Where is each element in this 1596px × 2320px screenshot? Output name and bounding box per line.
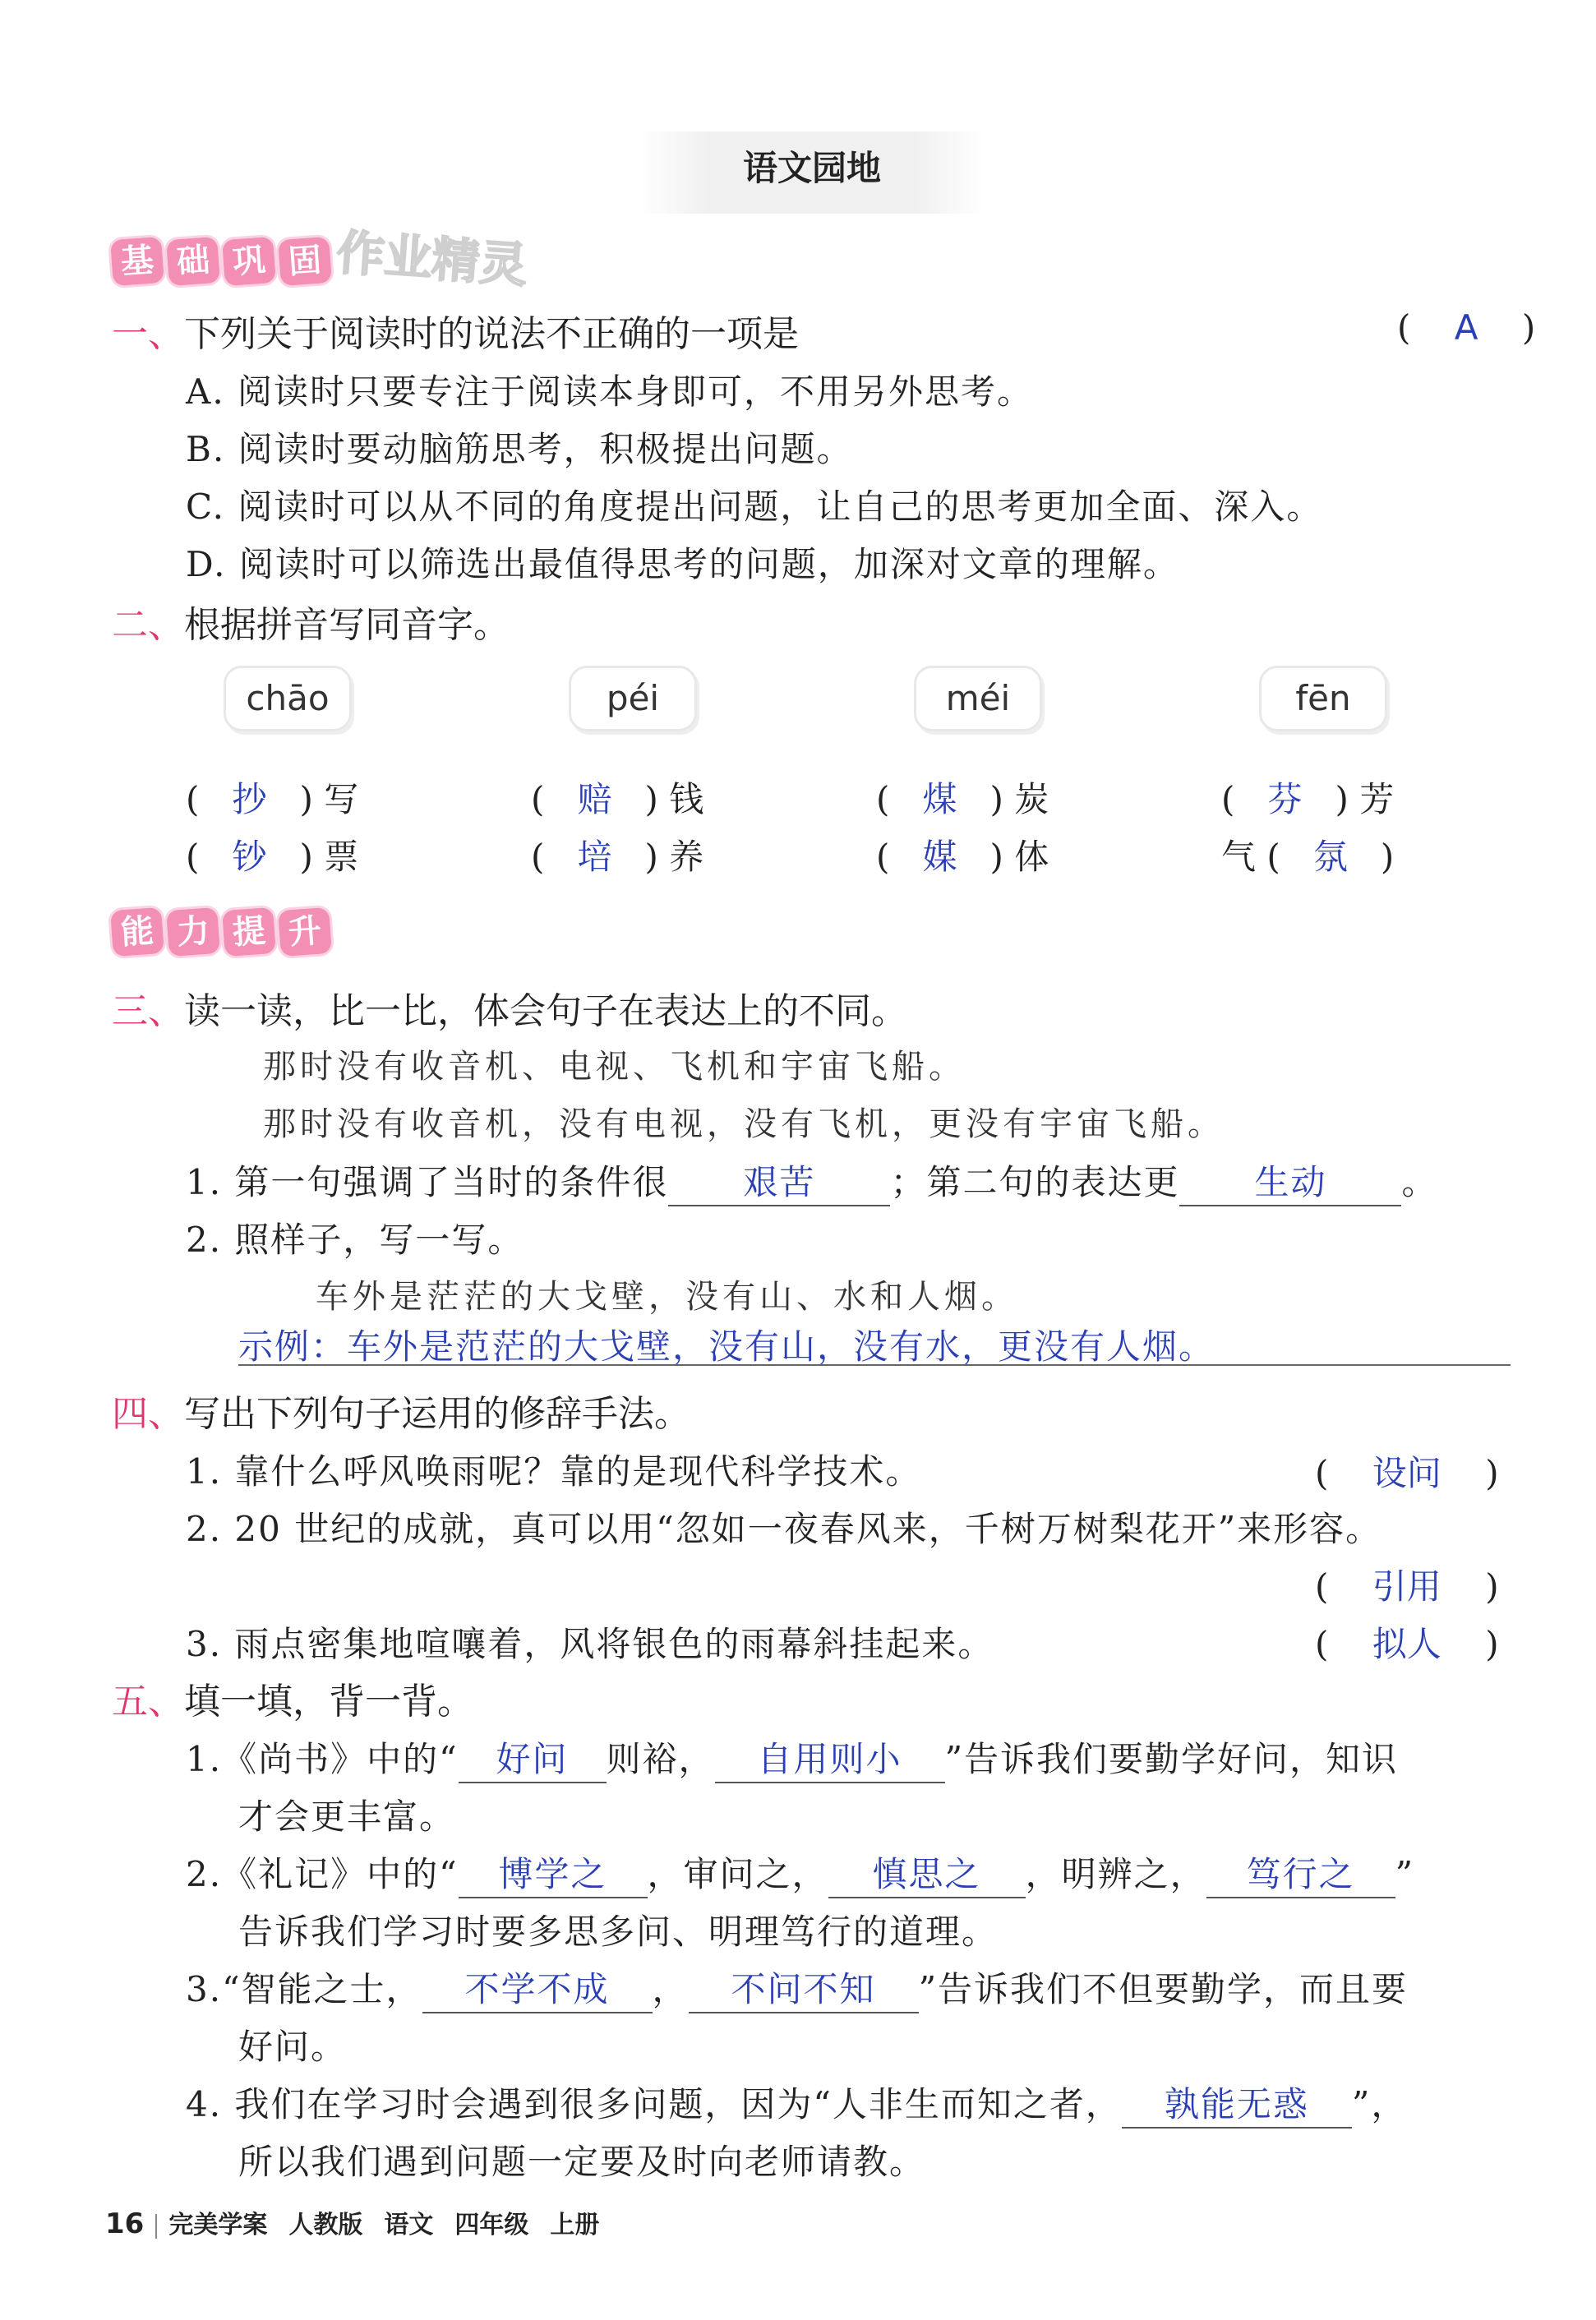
page-number: 16: [105, 2207, 145, 2240]
item-text: 则裕，: [606, 1739, 715, 1779]
question-2-heading: [112, 595, 510, 648]
question-text: 填一填，背一背。: [184, 1681, 473, 1723]
question-1-heading: [112, 304, 799, 357]
question-number: 四、: [112, 1393, 184, 1435]
homophone-suffix: 养: [669, 837, 704, 877]
item-text: ，审问之，: [647, 1854, 828, 1894]
question-5-item-1: [186, 1732, 1398, 1783]
blank-answer: 好问: [496, 1739, 569, 1779]
question-1-answer-box: ( A ): [1397, 307, 1536, 348]
question-3-item-1: [186, 1155, 1437, 1206]
question-3-heading: [112, 981, 907, 1034]
item-text: 3.“智能之士，: [186, 1969, 422, 2009]
homophone-suffix: 炭: [1014, 779, 1049, 819]
homophone-answer: 钞: [232, 837, 267, 877]
homophone-answer: 赔: [577, 779, 612, 819]
section-tag-char: 提: [222, 907, 276, 957]
fill-blank: [459, 1847, 648, 1898]
item-text: 1.《尚书》中的“: [186, 1739, 459, 1779]
pinyin-box: méi: [914, 666, 1042, 731]
item-text: ，明辨之，: [1025, 1854, 1206, 1894]
homophone-fill: ( 煤 ) 炭: [876, 779, 1049, 819]
watermark-logo: 作业精灵: [334, 224, 529, 293]
homophone-answer: 培: [577, 837, 612, 877]
question-4-item-2: 2. 20 世纪的成就，真可以用“忽如一夜春风来，千树万树梨花开”来形容。: [186, 1509, 1382, 1549]
homophone-suffix: 票: [324, 837, 359, 877]
sentence-1: 那时没有收音机、电视、飞机和宇宙飞船。: [263, 1048, 966, 1086]
rhetoric-answer-box: ( 拟人 ): [1315, 1624, 1499, 1664]
question-3-item-2: 2. 照样子，写一写。: [186, 1220, 524, 1260]
item-text: 。: [1401, 1162, 1438, 1202]
sentence-2: 那时没有收音机，没有电视，没有飞机，更没有宇宙飞船。: [263, 1105, 1225, 1143]
section-tag-char: 升: [278, 907, 332, 957]
rhetoric-answer: 引用: [1372, 1566, 1441, 1607]
blank-answer: 不问不知: [731, 1969, 876, 2009]
question-5-item-3: [186, 1963, 1408, 2013]
fill-blank: [689, 1963, 919, 2013]
pinyin-box: péi: [569, 666, 697, 731]
item-text: ”: [1395, 1854, 1415, 1894]
page-title: 语文园地: [742, 148, 881, 188]
homophone-fill: ( 培 ) 养: [531, 837, 704, 877]
edition: 人教版: [288, 2211, 363, 2239]
homophone-answer: 芬: [1267, 779, 1303, 819]
rhetoric-answer-box: ( 引用 ): [1315, 1566, 1499, 1607]
question-5-item-3-cont: 好问。: [238, 2027, 348, 2067]
fill-blank: [1206, 1847, 1395, 1898]
question-5-item-4: [186, 2078, 1407, 2129]
question-number: 五、: [112, 1681, 184, 1723]
option-b: B. 阅读时要动脑筋思考，积极提出问题。: [186, 429, 853, 469]
example-sentence: 车外是茫茫的大戈壁，没有山、水和人烟。: [316, 1278, 1018, 1316]
question-number: 二、: [112, 604, 184, 646]
item-text: 1. 第一句强调了当时的条件很: [186, 1162, 669, 1202]
question-5-item-2-cont: 告诉我们学习时要多思多问、明理笃行的道理。: [238, 1912, 999, 1952]
blank-answer: 自用则小: [757, 1739, 902, 1779]
homophone-prefix: 气: [1221, 837, 1257, 877]
option-d: D. 阅读时可以筛选出最值得思考的问题，加深对文章的理解。: [186, 544, 1179, 584]
section-tag-basic: [112, 238, 330, 284]
question-4-heading: [112, 1384, 690, 1437]
fill-blank: [828, 1847, 1026, 1898]
homophone-fill: ( 赔 ) 钱: [531, 779, 704, 819]
fill-blank: [422, 1963, 653, 2013]
blank-answer: 不学不成: [464, 1969, 610, 2009]
section-tag-advance: [112, 909, 330, 955]
fill-blank: [715, 1732, 945, 1783]
item-text: ”，: [1351, 2084, 1408, 2124]
item-text: ；第二句的表达更: [890, 1162, 1180, 1202]
homophone-answer: 媒: [922, 837, 957, 877]
item-text: ”告诉我们要勤学好问，知识: [944, 1739, 1399, 1779]
fill-blank: [1122, 2078, 1352, 2129]
blank-answer: 博学之: [498, 1854, 607, 1894]
homophone-suffix: 写: [324, 779, 359, 819]
homophone-fill: 气 ( 氛 ): [1221, 837, 1395, 877]
section-tag-char: 基: [110, 237, 164, 286]
homophone-fill: ( 媒 ) 体: [876, 837, 1049, 877]
subject: 语文: [384, 2211, 434, 2239]
rhetoric-answer: 拟人: [1372, 1624, 1441, 1664]
blank-answer: 生动: [1254, 1162, 1327, 1202]
question-text: 写出下列句子运用的修辞手法。: [184, 1393, 690, 1435]
grade: 四年级: [454, 2211, 529, 2239]
homophone-suffix: 钱: [669, 779, 704, 819]
question-5-item-1-cont: 才会更丰富。: [238, 1797, 456, 1837]
homophone-answer: 抄: [232, 779, 267, 819]
example-answer: 示例：车外是范茫的大戈壁，没有山，没有水，更没有人烟。: [238, 1326, 1215, 1367]
item-text: ”告诉我们不但要勤学，而且要: [918, 1969, 1409, 2009]
section-tag-char: 巩: [222, 237, 276, 286]
page-footer: [105, 2204, 620, 2240]
rhetoric-answer: 设问: [1372, 1453, 1441, 1493]
item-text: 4. 我们在学习时会遇到很多问题，因为“人非生而知之者，: [186, 2084, 1122, 2124]
answer-underline: [238, 1364, 1511, 1366]
question-text: 下列关于阅读时的说法不正确的一项是: [184, 313, 799, 355]
section-tag-char: 力: [166, 907, 220, 957]
question-5-heading: [112, 1672, 473, 1724]
rhetoric-answer-box: ( 设问 ): [1315, 1453, 1499, 1493]
homophone-suffix: 芳: [1359, 779, 1395, 819]
question-text: 读一读，比一比，体会句子在表达上的不同。: [184, 990, 907, 1032]
question-number: 一、: [112, 313, 184, 355]
section-tag-char: 能: [110, 907, 164, 957]
section-tag-char: 础: [166, 237, 220, 286]
question-number: 三、: [112, 990, 184, 1032]
section-tag-char: 固: [278, 237, 332, 286]
fill-blank: [459, 1732, 607, 1783]
pinyin-box: fēn: [1259, 666, 1387, 731]
question-text: 根据拼音写同音字。: [184, 604, 510, 646]
option-a: A. 阅读时只要专注于阅读本身即可，不用另外思考。: [186, 371, 1034, 412]
question-1-answer: A: [1454, 307, 1478, 348]
blank-answer: 艰苦: [743, 1162, 816, 1202]
book-name: 完美学案: [168, 2211, 268, 2239]
pinyin-box: chāo: [224, 666, 352, 731]
option-c: C. 阅读时可以从不同的角度提出问题，让自己的思考更加全面、深入。: [186, 487, 1323, 527]
question-4-item-1: 1. 靠什么呼风唤雨呢？靠的是现代科学技术。: [186, 1451, 922, 1492]
blank-answer: 孰能无惑: [1164, 2084, 1309, 2124]
blank-answer: 笃行之: [1246, 1854, 1355, 1894]
fill-blank: [668, 1155, 890, 1206]
homophone-answer: 煤: [922, 779, 957, 819]
question-4-item-3: 3. 雨点密集地喧嚷着，风将银色的雨幕斜挂起来。: [186, 1624, 994, 1664]
item-text: 2.《礼记》中的“: [186, 1854, 459, 1894]
homophone-suffix: 体: [1014, 837, 1049, 877]
item-text: ，: [652, 1969, 689, 2009]
homophone-fill: ( 抄 ) 写: [186, 779, 359, 819]
fill-blank: [1179, 1155, 1401, 1206]
question-5-item-2: [186, 1847, 1414, 1898]
homophone-answer: 氛: [1312, 837, 1348, 877]
homophone-fill: ( 芬 ) 芳: [1221, 779, 1395, 819]
blank-answer: 慎思之: [872, 1854, 981, 1894]
volume: 上册: [550, 2211, 600, 2239]
footer-divider: [155, 2214, 157, 2239]
homophone-fill: ( 钞 ) 票: [186, 837, 359, 877]
question-5-item-4-cont: 所以我们遇到问题一定要及时向老师请教。: [238, 2142, 926, 2182]
